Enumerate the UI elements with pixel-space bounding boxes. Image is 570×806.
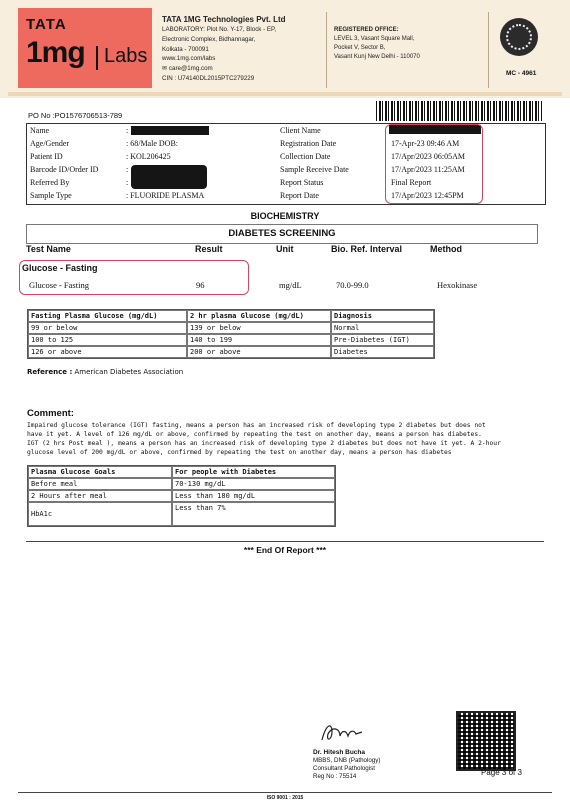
col-method: Method: [430, 244, 462, 254]
field-value: : 68/Male DOB:: [126, 139, 178, 148]
redacted-barcode-id: [131, 165, 207, 189]
nabl-seal-icon: [500, 18, 538, 56]
reference-text: American Diabetes Association: [74, 368, 184, 376]
pathologist-name: Dr. Hitesh Bucha: [313, 749, 366, 756]
table-cell: 70-130 mg/dL: [172, 478, 335, 490]
result-value: 96: [196, 280, 205, 290]
lab-website: www.1mg.com/labs: [162, 55, 216, 63]
table-header: Plasma Glucose Goals: [28, 466, 172, 478]
redacted-name: [131, 126, 209, 135]
table-cell: 140 to 199: [187, 334, 331, 346]
field-label: Name: [30, 126, 50, 135]
col-unit: Unit: [276, 244, 294, 254]
header-strip: [8, 92, 562, 96]
table-cell: 2 Hours after meal: [28, 490, 172, 502]
table-header-row: [28, 466, 335, 478]
table-cell: Pre-Diabetes (IGT): [331, 334, 434, 346]
col-test-name: Test Name: [26, 244, 71, 254]
table-cell: Before meal: [28, 478, 172, 490]
field-label: Sample Receive Date: [280, 165, 349, 174]
table-cell: 99 or below: [28, 322, 187, 334]
table-row: [28, 490, 335, 502]
header-divider: [326, 12, 327, 88]
iso-certification: ISO 9001 : 2015: [266, 795, 304, 801]
logo-tata-text: TATA: [26, 16, 67, 33]
field-label: Referred By: [30, 178, 70, 187]
field-label: Barcode ID/Order ID: [30, 165, 99, 174]
table-row: [28, 334, 434, 346]
qr-code-icon: [456, 711, 516, 771]
signature-icon: [318, 718, 364, 746]
registered-office-line: Vasant Kunj New Delhi - 110070: [334, 54, 420, 60]
col-result: Result: [195, 244, 223, 254]
comment-title: Comment:: [27, 408, 74, 419]
cin-number: CIN : U74140DL2015PTC279229: [162, 74, 255, 82]
tata-1mg-labs-logo: [18, 8, 152, 88]
end-of-report: *** End Of Report ***: [243, 545, 327, 555]
table-cell: Normal: [331, 322, 434, 334]
field-label: Registration Date: [280, 139, 337, 148]
report-header: [0, 0, 570, 98]
footer-divider: [18, 792, 552, 793]
lab-address: [162, 14, 286, 84]
table-header: Diagnosis: [331, 310, 434, 322]
field-label: Collection Date: [280, 152, 331, 161]
page-number: Page 3 of 3: [481, 768, 522, 777]
field-label: Report Status: [280, 178, 324, 187]
field-value: :: [126, 178, 129, 187]
patient-info-box: Name Age/Gender Patient ID Barcode ID/Order ID Referred By Sample Type : : 68/Male DOB: : KOL206425 : : : FLUORIDE PLASMA Client Name Registration Date Collection Date Sample Receive Date Report Status Report Date 17-Apr-23 09:46 AM 17/Apr/2023 06:05AM 17/Apr/2023 11:25AM Final Report 17/Apr/2023 12:45PM: [26, 123, 546, 205]
field-value: : FLUORIDE PLASMA: [126, 191, 205, 200]
glucose-goals-table: [27, 465, 336, 527]
field-value: 17/Apr/2023 11:25AM: [391, 165, 465, 174]
table-header: For people with Diabetes: [172, 466, 335, 478]
pathologist-qualification: MBBS, DNB (Pathology): [313, 757, 381, 764]
field-value: 17/Apr/2023 06:05AM: [391, 152, 465, 161]
lab-address-line: Kolkata - 700091: [162, 45, 209, 53]
col-ref-interval: Bio. Ref. Interval: [331, 244, 403, 254]
field-label: Age/Gender: [30, 139, 70, 148]
field-label: Sample Type: [30, 191, 72, 200]
table-cell: Less than 180 mg/dL: [172, 490, 335, 502]
field-label: Patient ID: [30, 152, 63, 161]
table-cell: HbA1c: [28, 502, 172, 526]
pathologist-block: [313, 749, 380, 781]
table-header: Fasting Plasma Glucose (mg/dL): [28, 310, 187, 322]
table-cell: Diabetes: [331, 346, 434, 358]
dates-highlight: [385, 124, 483, 204]
result-ref-interval: 70.0-99.0: [336, 280, 369, 290]
comment-line: have it yet. A level of 126 mg/dL or above, confirmed by repeating the test on another day, means a person has diabetes.: [27, 431, 482, 438]
table-cell: 139 or below: [187, 322, 331, 334]
registered-office-line: Pocket V, Sector B,: [334, 45, 386, 51]
lab-address-line: Electronic Complex, Bidhannagar,: [162, 35, 256, 43]
comment-line: Impaired glucose tolerance (IGT) fasting, means a person has an increased risk of developing type 2 diabetes but does not: [27, 422, 486, 429]
logo-labs-text: Labs: [104, 45, 148, 67]
table-cell: Less than 7%: [172, 502, 335, 526]
group-title: Glucose - Fasting: [22, 263, 98, 273]
field-value: Final Report: [391, 178, 432, 187]
accreditation-number: MC - 4961: [506, 70, 537, 77]
table-row: [28, 478, 335, 490]
reference-label: Reference :: [27, 368, 73, 376]
panel-title: DIABETES SCREENING: [26, 224, 538, 244]
result-test-name: Glucose - Fasting: [29, 280, 89, 290]
registered-office-line: LEVEL 3, Vasant Square Mall,: [334, 36, 415, 42]
logo-1mg-text: 1mg: [26, 36, 85, 69]
field-value: 17-Apr-23 09:46 AM: [391, 139, 460, 148]
barcode-icon: [376, 101, 542, 121]
table-header: 2 hr plasma Glucose (mg/dL): [187, 310, 331, 322]
comment-line: glucose level of 200 mg/dL or above, confirmed by repeating the test on another day, means a person has diabetes: [27, 449, 452, 456]
header-divider: [488, 12, 489, 88]
comment-line: IGT (2 hrs Post meal ), means a person has an increased risk of developing type 2 diabetes but does not have it yet. A 2-hour: [27, 440, 501, 447]
registered-office-title: REGISTERED OFFICE:: [334, 27, 399, 33]
field-label: Client Name: [280, 126, 321, 135]
table-cell: 100 to 125: [28, 334, 187, 346]
result-method: Hexokinase: [437, 280, 478, 290]
logo-divider: [96, 46, 98, 70]
table-row: [28, 346, 434, 358]
field-value: : KOL206425: [126, 152, 171, 161]
table-cell: 126 or above: [28, 346, 187, 358]
po-number: PO No :PO1576706513-789: [28, 111, 123, 120]
interpretation-table: [27, 309, 435, 359]
lab-address-line: LABORATORY: Plot No. Y-17, Block - EP,: [162, 26, 277, 33]
report-divider: [26, 541, 544, 542]
registered-office: [334, 26, 420, 62]
field-value: 17/Apr/2023 12:45PM: [391, 191, 464, 200]
table-cell: 200 or above: [187, 346, 331, 358]
field-label: Report Date: [280, 191, 319, 200]
pathologist-reg-no: Reg No : 75514: [313, 773, 357, 780]
company-name: TATA 1MG Technologies Pvt. Ltd: [162, 15, 286, 24]
field-value: :: [126, 165, 129, 174]
pathologist-designation: Consultant Pathologist: [313, 765, 375, 772]
table-header-row: [28, 310, 434, 322]
table-row: [28, 502, 335, 526]
comment-body: [27, 421, 547, 457]
lab-email: care@1mg.com: [168, 65, 213, 73]
result-unit: mg/dL: [279, 280, 302, 290]
table-row: [28, 322, 434, 334]
mail-icon: ✉: [162, 65, 169, 73]
department-title: BIOCHEMISTRY: [250, 211, 320, 221]
